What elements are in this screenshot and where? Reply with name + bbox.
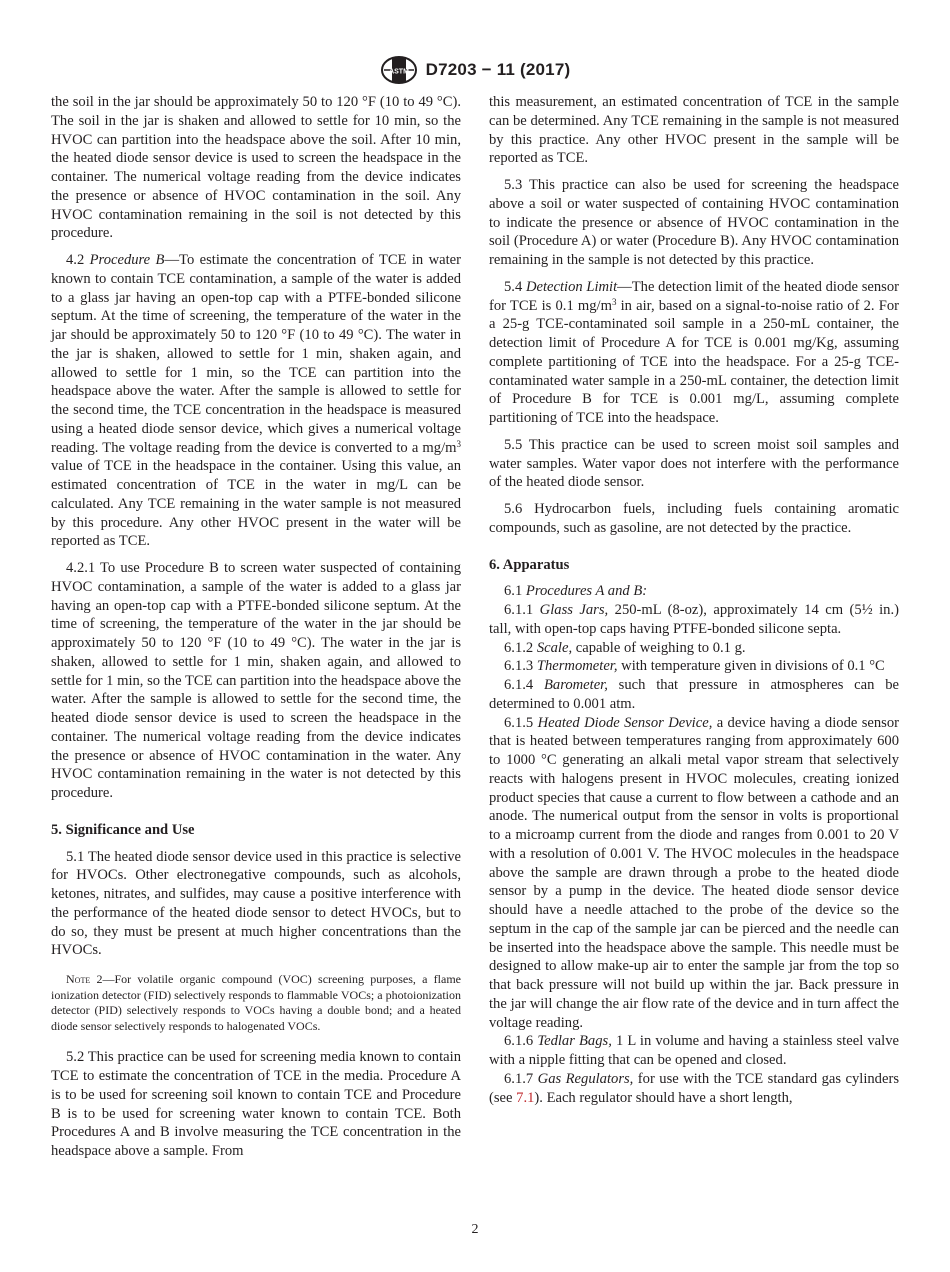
paragraph-6-1-4: 6.1.4 Barometer, such that pressure in atmospheres can be determined to 0.001 atm. bbox=[489, 677, 899, 712]
paragraph-6-1-6: 6.1.6 Tedlar Bags, 1 L in volume and having a stainless steel valve with a nipple fitting that can be opened and closed. bbox=[489, 1033, 899, 1068]
paragraph-5-2-continued: this measurement, an estimated concentration of TCE in the sample can be determined. Any TCE remaining in the sample is not measured by this practice. Any other HVOC present in the sample will be reported as TCE. bbox=[489, 94, 899, 167]
paragraph-4-2: 4.2 Procedure B—To estimate the concentration of TCE in water known to contain TCE contamination, a sample of the water is added to a glass jar having an open-top cap with a PTFE-bonded silicone septum. At the time of screening, the temperature of the water in the jar should be approximately 50 to 120 °F (10 to 49 °C). The water in the jar is shaken, allowed to settle for 1 min, shaken again, and allowed to settle for 1 min, so the TCE can partition into the headspace above the water. After the sample is allowed to settle for the second time, the TCE concentration in the headspace is measured using a heated diode sensor device, which gives a numerical voltage reading. The voltage reading from the device is converted to a $mg/m^3$ value of TCE in the headspace in the container. Using this value, an estimated concentration of TCE in the water in mg/L can be calculated. Any TCE remaining in the water sample is not measured by this procedure. Any other HVOC present in the water will be reported as TCE. bbox=[51, 252, 461, 550]
note-label: Note 2 bbox=[66, 972, 103, 986]
section-link-7-1[interactable]: 7.1 bbox=[516, 1089, 535, 1106]
paragraph-5-5: 5.5 This practice can be used to screen moist soil samples and water samples. Water vapor does not interfere with the performance of the heated diode sensor. bbox=[489, 436, 899, 491]
page-number: 2 bbox=[471, 1222, 479, 1237]
section-heading-6: 6. Apparatus bbox=[489, 556, 570, 573]
left-column bbox=[51, 93, 461, 1161]
paragraph-5-2: 5.2 This practice can be used for screening media known to contain TCE to estimate the concentration of TCE in the media. Procedure A is to be used for screening soil known to contain TCE and Procedure B is to be used for screening water known to contain TCE. Both Procedures A and B involve measuring the TCE concentration in the headspace above a sample. From bbox=[51, 1049, 461, 1160]
paragraph-6-1-5: 6.1.5 Heated Diode Sensor Device, a device having a diode sensor that is heated between temperatures ranging from approximately 600 to 1000 °C generating an alkali metal vapor stream that selectively reacts with halogens present in HVOC molecules, creating ionized product species that cause a current to flow between a cathode and an anode. The numerical output from the sensor in volts is proportional to a microamp current from the diode and ranges from 0.001 to 20 V with a resolution of 0.001 V. The HVOC molecules in the headspace above the sample are drawn through a probe to the heated diode sensor by a pump in the device. The heated diode sensor device should have a needle attached to the probe of the device so the septum in the cap of the sample jar can be pierced and the needle can be inserted into the headspace above the sample. This needle must be designed to allow make-up air to enter the sample jar from the top so that back pressure will not build up within the jar. Back pressure in the jar will change the air flow rate of the device and in turn affect the voltage reading. bbox=[489, 714, 899, 1031]
paragraph-6-1-2: 6.1.2 Scale, capable of weighing to 0.1 g. bbox=[504, 639, 746, 656]
paragraph-6-1-1: 6.1.1 Glass Jars, 250-mL (8-oz), approximately 14 cm (5½ in.) tall, with open-top caps having PTFE-bonded silicone septa. bbox=[489, 602, 899, 637]
paragraph-6-1-7: 6.1.7 Gas Regulators, for use with the TCE standard gas cylinders (see 7.1). Each regulator should have a short length, bbox=[489, 1070, 899, 1106]
right-column bbox=[489, 93, 899, 1107]
page-header bbox=[0, 50, 950, 90]
document-id: D7203 − 11 (2017) bbox=[425, 60, 571, 79]
astm-logo-icon bbox=[380, 55, 418, 85]
paragraph-5-4: 5.4 Detection Limit—The detection limit of the heated diode sensor for TCE is 0.1 $mg/m^3$ in air, based on a signal-to-noise ratio of 2. For a 25-g TCE-contaminated soil sample in a 250-mL container, the detection limit of Procedure A for TCE is 0.001 mg/Kg, assuming complete partitioning of TCE into the headspace. For a 25-g TCE-contaminated water sample in a 250-mL container, the detection limit of Procedure B for TCE is 0.001 mg/L, assuming complete partitioning of TCE into the headspace. bbox=[489, 278, 899, 426]
logo-text: ASTM bbox=[388, 68, 409, 76]
paragraph-6-1-3: 6.1.3 Thermometer, with temperature given in divisions of 0.1 °C bbox=[504, 658, 885, 675]
paragraph-6-1: 6.1 Procedures A and B: bbox=[504, 583, 648, 600]
section-title: Procedure B bbox=[89, 252, 165, 268]
paragraph-4-1-continued: the soil in the jar should be approximately 50 to 120 °F (10 to 49 °C). The soil in the jar is shaken and allowed to settle for 10 min, so the HVOC can partition into the headspace above the soil. After 10 min, the heated diode sensor device is used to screen the headspace in the container. The numerical voltage reading from the device indicates the presence or absence of HVOC contamination in the soil. Any HVOC contamination remaining in the soil is not detected by this procedure. bbox=[51, 94, 461, 242]
paragraph-5-3: 5.3 This practice can also be used for screening the headspace above a soil or water suspected of containing HVOC contamination to indicate the presence or absence of HVOC contamination in the soil (Procedure A) or water (Procedure B). Any HVOC contamination remaining in the sample is not detected by this practice. bbox=[489, 177, 899, 268]
note-2: Note 2—For volatile organic compound (VOC) screening purposes, a flame ionization detector (FID) selectively responds to flammable VOCs; a photoionization detector (PID) selectively responds to VOCs having a double bond; and a heated diode sensor selectively responds to halogenated VOCs. bbox=[51, 972, 461, 1033]
paragraph-5-1: 5.1 The heated diode sensor device used in this practice is selective for HVOCs. Other electronegative compounds, such as alcohols, ketones, nitrates, and sulfides, may cause a positive interference with the performance of the heated diode sensor to detect HVOCs, but to do so, they must be present at much higher concentrations than the HVOCs. bbox=[51, 848, 461, 959]
section-heading-5: 5. Significance and Use bbox=[51, 821, 195, 838]
paragraph-4-2-1: 4.2.1 To use Procedure B to screen water suspected of containing HVOC contamination, a sample of the water is added to a glass jar having an open-top cap with a PTFE-bonded silicone septum. At the time of screening, the temperature of the water in the jar should be approximately 50 to 120 °F (10 to 49 °C). The water in the jar is shaken, allowed to settle for 1 min, shaken again, and allowed to settle for 1 min, so the TCE can partition into the headspace above the water. After the sample is allowed to settle for the second time, the heated diode sensor device is used to screen the headspace in the container. The numerical voltage reading from the device indicates the presence or absence of HVOC contamination in the water. Any HVOC contamination remaining in the water is not detected by this procedure. bbox=[51, 560, 461, 801]
paragraph-5-6: 5.6 Hydrocarbon fuels, including fuels containing aromatic compounds, such as gasoline, are not detected by the practice. bbox=[489, 501, 899, 536]
